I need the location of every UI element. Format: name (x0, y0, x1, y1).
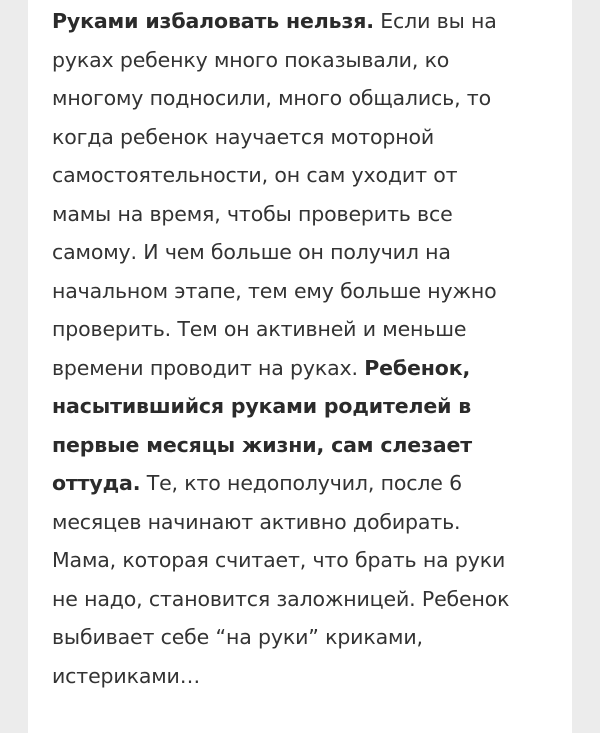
text-segment: Мама, которая считает, что брать на руки (52, 548, 506, 572)
text-segment: начальном этапе, тем ему больше нужно (52, 278, 497, 303)
text-line (52, 79, 562, 118)
text-line (52, 156, 562, 195)
text-line (52, 195, 562, 234)
text-segment: самому. И чем больше он получил на (52, 240, 451, 264)
text-segment: проверить. Тем он активней и меньше (52, 317, 467, 341)
text-line (52, 503, 562, 542)
text-line (52, 387, 562, 426)
text-line (52, 580, 562, 619)
text-line (52, 118, 562, 157)
text-line (52, 657, 562, 696)
text-line (52, 41, 562, 80)
bold-text-segment: насытившийся руками родителей в (52, 394, 472, 418)
text-segment: руках ребенку много показывали, ко (52, 47, 450, 72)
text-segment: месяцев начинают активно добирать. (52, 509, 461, 534)
text-line (52, 426, 562, 465)
text-line (52, 618, 562, 657)
bold-text-segment: оттуда. (52, 471, 141, 495)
text-segment: истериками… (52, 663, 201, 688)
bold-text-segment: первые месяцы жизни, сам слезает (52, 432, 472, 457)
text-segment: выбивает себе “на руки” криками, (52, 625, 423, 649)
text-line (52, 2, 562, 41)
text-line (52, 272, 562, 311)
text-segment: не надо, становится заложницей. Ребенок (52, 586, 510, 611)
text-line (52, 310, 562, 349)
text-line (52, 464, 562, 503)
text-segment: мамы на время, чтобы проверить все (52, 201, 453, 226)
text-segment: когда ребенок научается моторной (52, 124, 435, 149)
bold-text-segment: Ребенок, (364, 355, 471, 380)
text-line (52, 233, 562, 272)
text-segment: многому подносили, много общались, то (52, 86, 491, 110)
bold-text-segment: Руками избаловать нельзя. (52, 9, 374, 33)
text-segment: времени проводит на руках. (52, 355, 365, 380)
article-card (28, 0, 572, 733)
text-segment: Если вы на (373, 9, 497, 33)
text-line (52, 349, 562, 388)
text-segment: Те, кто недополучил, после 6 (140, 471, 463, 495)
article-paragraph (52, 2, 562, 695)
text-line (52, 541, 562, 580)
text-segment: самостоятельности, он сам уходит от (52, 163, 458, 187)
